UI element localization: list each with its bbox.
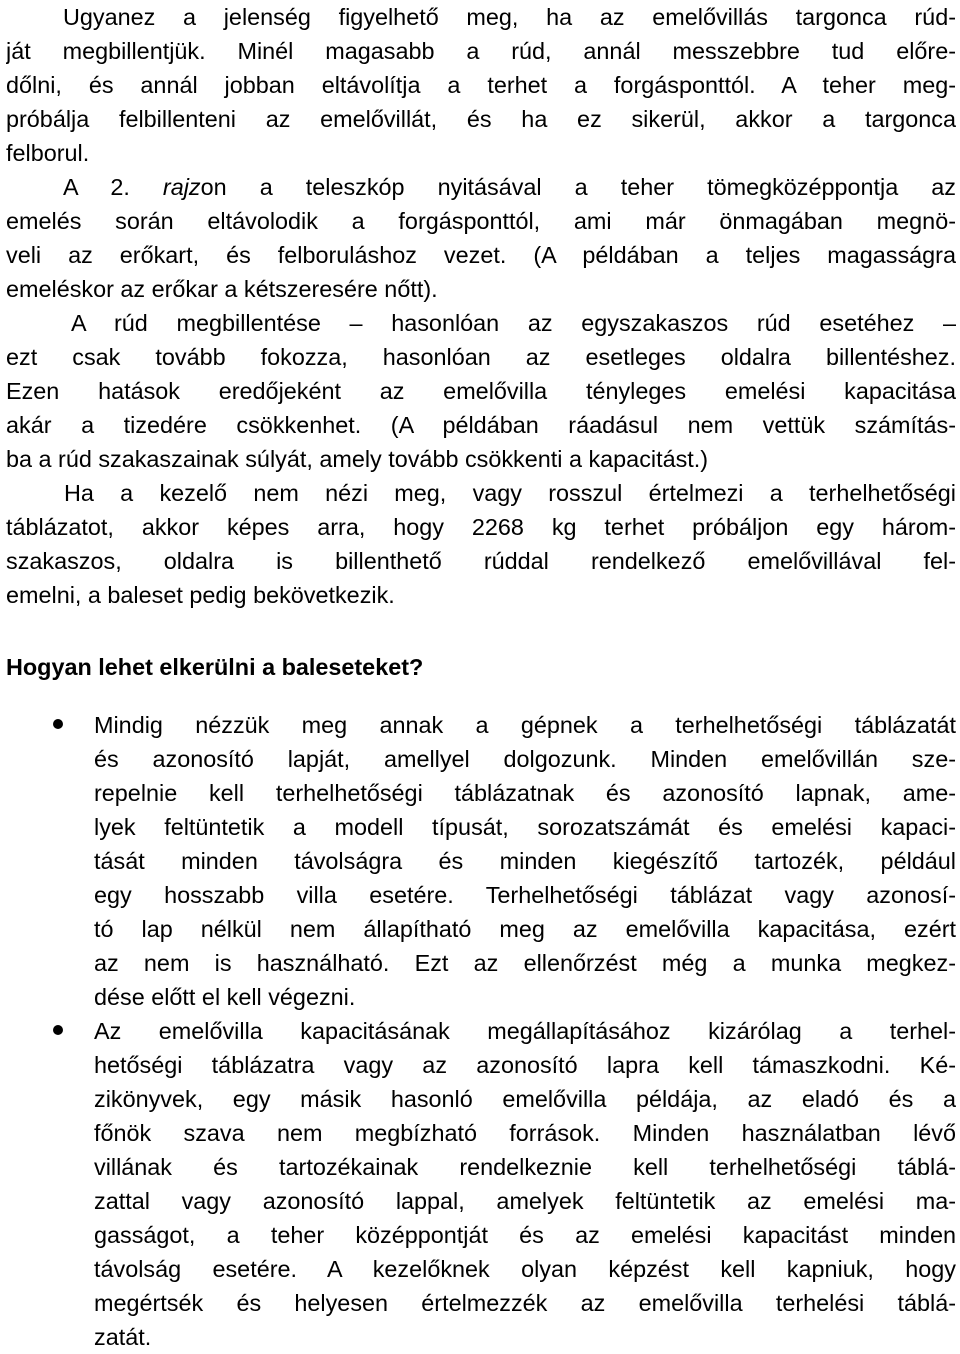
text-line: Az emelővilla kapacitásának megállapításához kizárólag a terhel- xyxy=(94,1018,956,1044)
text-line: lyek feltüntetik a modell típusát, sorozatszámát és emelési kapaci- xyxy=(94,814,956,840)
text-line: Mindig nézzük meg annak a gépnek a terhelhetőségi táblázatát xyxy=(94,712,956,738)
italic-word: rajz xyxy=(162,174,201,200)
paragraph-1 xyxy=(6,0,956,170)
bullet-item-2 xyxy=(6,1014,956,1354)
text-line: veli az erőkart, és felboruláshoz vezet. (A példában a teljes magasságra xyxy=(6,242,956,268)
text-line: szakaszos, oldalra is billenthető rúddal rendelkező emelővillával fel- xyxy=(6,548,956,574)
spacer xyxy=(6,612,956,646)
paragraph-2 xyxy=(6,170,956,306)
text-line: hetőségi táblázatra vagy az azonosító lapra kell támaszkodni. Ké- xyxy=(94,1052,956,1078)
document-page xyxy=(6,0,956,1354)
text-line: zatát. xyxy=(94,1324,152,1350)
text-line: tó lap nélkül nem állapítható meg az emelővilla kapacitása, ezért xyxy=(94,916,956,942)
text-line: villának és tartozékainak rendelkeznie kell terhelhetőségi táblá- xyxy=(94,1154,956,1180)
bullet-icon xyxy=(53,719,63,729)
text-line: gasságot, a teher középpontját és az emelési kapacitást minden xyxy=(94,1222,956,1248)
text-line: zikönyvek, egy másik hasonló emelővilla példája, az eladó és a xyxy=(94,1086,956,1112)
text-line: az nem is használható. Ezt az ellenőrzést még a munka megkez- xyxy=(94,950,956,976)
text-line: A rúd megbillentése – hasonlóan az egyszakaszos rúd esetéhez – xyxy=(71,310,956,336)
text-line: ját megbillentjük. Minél magasabb a rúd, annál messzebbre tud előre- xyxy=(6,38,956,64)
text-line: zattal vagy azonosító lappal, amelyek feltüntetik az emelési ma- xyxy=(94,1188,956,1214)
text-line: egy hosszabb villa esetére. Terhelhetőségi táblázat vagy azonosí- xyxy=(94,882,956,908)
text-line: dése előtt el kell végezni. xyxy=(94,984,356,1010)
text-line: főnök szava nem megbízható források. Minden használatban lévő xyxy=(94,1120,956,1146)
text-line: felborul. xyxy=(6,140,90,166)
text-line: emelés során eltávolodik a forgásponttól, ami már önmagában megnö- xyxy=(6,208,956,234)
text-line xyxy=(6,170,956,204)
text-line: ezt csak tovább fokozza, hasonlóan az esetleges oldalra billentéshez. xyxy=(6,344,956,370)
paragraph-3 xyxy=(6,306,956,476)
bullet-item-1 xyxy=(6,708,956,1014)
text-line: ba a rúd szakaszainak súlyát, amely tovább csökkenti a kapacitást.) xyxy=(6,446,709,472)
section-heading: Hogyan lehet elkerülni a baleseteket? xyxy=(6,654,424,680)
text-line: emelni, a baleset pedig bekövetkezik. xyxy=(6,582,395,608)
text-line: és azonosító lapját, amellyel dolgozunk. Minden emelővillán sze- xyxy=(94,746,956,772)
text-line: megértsék és helyesen értelmezzék az emelővilla terhelési táblá- xyxy=(94,1290,956,1316)
bullet-icon xyxy=(53,1025,63,1035)
text-line: repelnie kell terhelhetőségi táblázatnak és azonosító lapnak, ame- xyxy=(94,780,956,806)
text-line: táblázatot, akkor képes arra, hogy 2268 kg terhet próbáljon egy három- xyxy=(6,514,956,540)
text-line: tását minden távolságra és minden kiegészítő tartozék, például xyxy=(94,848,956,874)
text-fragment: on a teleszkóp nyitásával a teher tömegközéppontja az xyxy=(200,174,956,200)
paragraph-4 xyxy=(6,476,956,612)
text-line: emeléskor az erőkar a kétszeresére nőtt). xyxy=(6,276,438,302)
text-line: próbálja felbillenteni az emelővillát, és ha ez sikerül, akkor a targonca xyxy=(6,106,956,132)
text-fragment: A 2. xyxy=(63,174,163,200)
text-line: Ha a kezelő nem nézi meg, vagy rosszul értelmezi a terhelhetőségi xyxy=(64,480,956,506)
text-line: Ugyanez a jelenség figyelhető meg, ha az emelővillás targonca rúd- xyxy=(63,4,956,30)
text-line: dőlni, és annál jobban eltávolítja a terhet a forgásponttól. A teher meg- xyxy=(6,72,956,98)
text-line: akár a tizedére csökkenhet. (A példában ráadásul nem vettük számítás- xyxy=(6,412,956,438)
text-line: Ezen hatások eredőjeként az emelővilla tényleges emelési kapacitása xyxy=(6,378,956,404)
text-line: távolság esetére. A kezelőknek olyan képzést kell kapniuk, hogy xyxy=(94,1256,956,1282)
